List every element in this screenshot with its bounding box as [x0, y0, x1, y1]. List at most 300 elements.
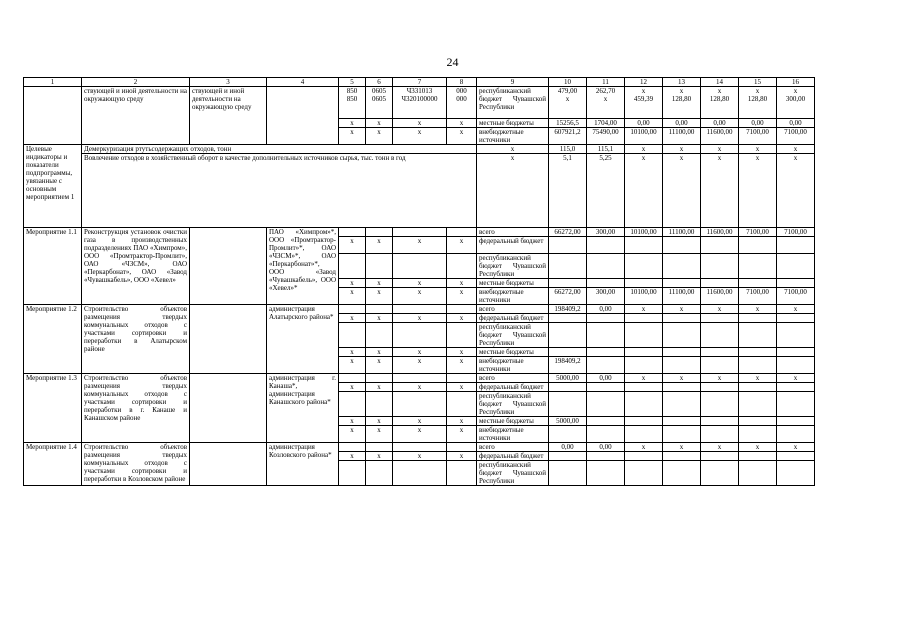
- budget-code-cell: x: [393, 348, 447, 357]
- participant: администрация Козловского района*: [267, 443, 339, 486]
- budget-code-cell: 000 000: [447, 87, 477, 119]
- budget-code-cell: x: [366, 417, 393, 426]
- amount-cell: 0,00: [587, 374, 625, 383]
- amount-cell: 11600,00: [701, 288, 739, 305]
- table-row: [24, 305, 815, 314]
- amount-cell: 5000,00: [549, 417, 587, 426]
- activity-label: Мероприятие 1.3: [24, 374, 82, 443]
- funding-source: республиканский бюджет Чувашской Республики: [477, 254, 549, 279]
- budget-code-cell: x: [366, 237, 393, 254]
- budget-code-cell: x: [339, 119, 366, 128]
- amount-cell: [739, 254, 777, 279]
- funding-source: внебюджетные источники: [477, 426, 549, 443]
- indicator-row: [24, 154, 815, 228]
- amount-cell: 10100,00: [625, 128, 663, 145]
- indicator-name: Демеркуризация ртутьсодержащих отходов, тонн: [82, 145, 477, 154]
- amount-cell: 11100,00: [663, 288, 701, 305]
- amount-cell: [625, 392, 663, 417]
- participant: администрация Алатырского района*: [267, 305, 339, 374]
- indicator-row: [24, 145, 815, 154]
- column-number: 15: [739, 78, 777, 87]
- budget-code-cell: [339, 228, 366, 237]
- budget-code-cell: x: [393, 357, 447, 374]
- table-row: [24, 374, 815, 383]
- budget-code-cell: [366, 254, 393, 279]
- amount-cell: [663, 426, 701, 443]
- budget-code-cell: [339, 323, 366, 348]
- budget-code-cell: x: [393, 417, 447, 426]
- table-row: [24, 87, 815, 119]
- responsible-executor: [190, 305, 267, 374]
- budget-code-cell: [393, 228, 447, 237]
- amount-cell: [587, 348, 625, 357]
- column-number: 10: [549, 78, 587, 87]
- amount-cell: [739, 426, 777, 443]
- indicator-value: x: [625, 145, 663, 154]
- indicator-value: x: [777, 154, 815, 228]
- amount-cell: x: [739, 443, 777, 452]
- budget-code-cell: [366, 323, 393, 348]
- amount-cell: 0,00: [739, 119, 777, 128]
- responsible-executor: [190, 443, 267, 486]
- activity-description: Строительство объектов размещения твердых коммунальных отходов с участками сортировки и переработки в г. Канаше и Канашском районе: [82, 374, 190, 443]
- budget-code-cell: x: [447, 426, 477, 443]
- column-number: 14: [701, 78, 739, 87]
- budget-code-cell: x: [447, 383, 477, 392]
- table-row: [24, 443, 815, 452]
- amount-cell: x: [663, 305, 701, 314]
- indicator-value: x: [663, 154, 701, 228]
- amount-cell: [701, 237, 739, 254]
- amount-cell: [625, 323, 663, 348]
- amount-cell: [777, 314, 815, 323]
- budget-code-cell: x: [447, 314, 477, 323]
- funding-source: местные бюджеты: [477, 417, 549, 426]
- column-number: 12: [625, 78, 663, 87]
- column-number: 9: [477, 78, 549, 87]
- budget-code-cell: x: [447, 288, 477, 305]
- amount-cell: x: [701, 443, 739, 452]
- amount-cell: [777, 348, 815, 357]
- column-number: 6: [366, 78, 393, 87]
- page-number: 24: [446, 55, 459, 69]
- budget-code-cell: x: [393, 426, 447, 443]
- table-row: [24, 228, 815, 237]
- amount-cell: 0,00: [625, 119, 663, 128]
- budget-code-cell: x: [366, 348, 393, 357]
- funding-source: внебюджетные источники: [477, 357, 549, 374]
- participant: администрация г. Канаша*, администрация Канашского района*: [267, 374, 339, 443]
- budget-code-cell: [393, 461, 447, 486]
- amount-cell: 5000,00: [549, 374, 587, 383]
- funding-source: федеральный бюджет: [477, 237, 549, 254]
- funding-source: республиканский бюджет Чувашской Республики: [477, 392, 549, 417]
- amount-cell: 11600,00: [701, 228, 739, 237]
- column-number: 2: [82, 78, 190, 87]
- amount-cell: [625, 237, 663, 254]
- funding-source: федеральный бюджет: [477, 452, 549, 461]
- amount-cell: [549, 383, 587, 392]
- activity-label: Мероприятие 1.1: [24, 228, 82, 305]
- amount-cell: [701, 383, 739, 392]
- indicator-value: 5,1: [549, 154, 587, 228]
- budget-code-cell: [339, 305, 366, 314]
- budget-code-cell: [393, 323, 447, 348]
- activity-label: [24, 87, 82, 145]
- amount-cell: [625, 452, 663, 461]
- amount-cell: [663, 357, 701, 374]
- funding-source: республиканский бюджет Чувашской Республики: [477, 87, 549, 119]
- funding-source: местные бюджеты: [477, 279, 549, 288]
- budget-code-cell: x: [447, 237, 477, 254]
- budget-code-cell: x: [339, 383, 366, 392]
- budget-code-cell: [366, 392, 393, 417]
- budget-code-cell: [393, 374, 447, 383]
- responsible-executor: [190, 228, 267, 305]
- responsible-executor: ствующей и иной деятельности на окружающую среду: [190, 87, 267, 145]
- amount-cell: 66272,00: [549, 228, 587, 237]
- amount-cell: x: [663, 374, 701, 383]
- budget-code-cell: [447, 443, 477, 452]
- amount-cell: [701, 461, 739, 486]
- amount-cell: [739, 348, 777, 357]
- budget-code-cell: [366, 374, 393, 383]
- budget-code-cell: [366, 443, 393, 452]
- budget-code-cell: [339, 443, 366, 452]
- amount-cell: 1704,00: [587, 119, 625, 128]
- amount-cell: x: [625, 443, 663, 452]
- amount-cell: [549, 237, 587, 254]
- budget-code-cell: x: [366, 288, 393, 305]
- amount-cell: x 128,80: [701, 87, 739, 119]
- budget-code-cell: x: [339, 314, 366, 323]
- column-number: 16: [777, 78, 815, 87]
- amount-cell: [549, 348, 587, 357]
- amount-cell: [625, 461, 663, 486]
- amount-cell: 0,00: [777, 119, 815, 128]
- indicator-cell: x: [477, 154, 549, 228]
- activity-label: Мероприятие 1.2: [24, 305, 82, 374]
- amount-cell: [587, 314, 625, 323]
- amount-cell: 607921,2: [549, 128, 587, 145]
- budget-code-cell: x: [339, 128, 366, 145]
- amount-cell: [663, 392, 701, 417]
- amount-cell: [663, 323, 701, 348]
- budget-code-cell: x: [339, 288, 366, 305]
- budget-code-cell: x: [393, 452, 447, 461]
- budget-code-cell: [339, 254, 366, 279]
- amount-cell: x: [777, 374, 815, 383]
- amount-cell: x 300,00: [777, 87, 815, 119]
- amount-cell: [587, 461, 625, 486]
- amount-cell: [587, 383, 625, 392]
- budget-code-cell: x: [447, 128, 477, 145]
- indicator-value: 115,0: [549, 145, 587, 154]
- amount-cell: 0,00: [549, 443, 587, 452]
- amount-cell: [587, 392, 625, 417]
- budget-code-cell: x: [447, 348, 477, 357]
- amount-cell: [739, 279, 777, 288]
- amount-cell: x: [777, 443, 815, 452]
- funding-source: местные бюджеты: [477, 119, 549, 128]
- budget-code-cell: x: [339, 357, 366, 374]
- activity-label: Мероприятие 1.4: [24, 443, 82, 486]
- amount-cell: [739, 392, 777, 417]
- amount-cell: 7100,00: [739, 128, 777, 145]
- budget-code-cell: x: [393, 314, 447, 323]
- amount-cell: x: [625, 374, 663, 383]
- amount-cell: x: [739, 374, 777, 383]
- budget-code-cell: x: [366, 314, 393, 323]
- budget-code-cell: x: [366, 119, 393, 128]
- amount-cell: [701, 279, 739, 288]
- amount-cell: 7100,00: [777, 128, 815, 145]
- indicator-value: x: [777, 145, 815, 154]
- budget-code-cell: [447, 323, 477, 348]
- budget-code-cell: x: [366, 279, 393, 288]
- amount-cell: [777, 237, 815, 254]
- column-number-row: [24, 78, 815, 87]
- responsible-executor: [190, 374, 267, 443]
- amount-cell: [739, 357, 777, 374]
- amount-cell: [587, 254, 625, 279]
- amount-cell: x: [701, 305, 739, 314]
- amount-cell: 10100,00: [625, 288, 663, 305]
- amount-cell: [549, 461, 587, 486]
- amount-cell: [549, 279, 587, 288]
- budget-code-cell: x: [447, 119, 477, 128]
- amount-cell: [625, 348, 663, 357]
- budget-code-cell: x: [366, 357, 393, 374]
- budget-code-cell: x: [339, 348, 366, 357]
- amount-cell: [663, 254, 701, 279]
- amount-cell: [625, 426, 663, 443]
- budget-code-cell: [366, 228, 393, 237]
- budget-code-cell: x: [447, 417, 477, 426]
- amount-cell: 11600,00: [701, 128, 739, 145]
- indicator-value: x: [739, 145, 777, 154]
- amount-cell: [739, 452, 777, 461]
- amount-cell: [701, 426, 739, 443]
- amount-cell: x: [739, 305, 777, 314]
- amount-cell: [701, 417, 739, 426]
- budget-code-cell: [447, 461, 477, 486]
- budget-code-cell: x: [339, 279, 366, 288]
- budget-code-cell: 0605 0605: [366, 87, 393, 119]
- amount-cell: x 459,39: [625, 87, 663, 119]
- funding-source: республиканский бюджет Чувашской Республики: [477, 323, 549, 348]
- budget-code-cell: [447, 254, 477, 279]
- amount-cell: [701, 323, 739, 348]
- column-number: 8: [447, 78, 477, 87]
- indicator-value: 5,25: [587, 154, 625, 228]
- activity-description: Реконструкция установок очистки газа в производственных подразделениях ПАО «Химпром», ООО «Промтрактор-Промлит», ОАО «ЧЗСМ», ОАО «Перкарбонат», ОАО «Завод «Чувашкабель», ООО «Хевел»: [82, 228, 190, 305]
- amount-cell: [663, 461, 701, 486]
- amount-cell: 262,70 x: [587, 87, 625, 119]
- budget-code-cell: x: [393, 119, 447, 128]
- amount-cell: 15256,5: [549, 119, 587, 128]
- column-number: 5: [339, 78, 366, 87]
- amount-cell: [549, 254, 587, 279]
- amount-cell: 66272,00: [549, 288, 587, 305]
- column-number: 1: [24, 78, 82, 87]
- amount-cell: 479,00 x: [549, 87, 587, 119]
- amount-cell: [587, 237, 625, 254]
- budget-code-cell: x: [366, 426, 393, 443]
- amount-cell: [701, 392, 739, 417]
- budget-code-cell: x: [447, 357, 477, 374]
- amount-cell: 75490,00: [587, 128, 625, 145]
- amount-cell: [549, 323, 587, 348]
- activity-description: Строительство объектов размещения твердых коммунальных отходов с участками сортировки и переработки в Алатырском районе: [82, 305, 190, 374]
- amount-cell: [663, 237, 701, 254]
- budget-code-cell: [393, 254, 447, 279]
- budget-code-cell: x: [366, 128, 393, 145]
- amount-cell: [777, 279, 815, 288]
- budget-code-cell: x: [447, 452, 477, 461]
- amount-cell: [587, 357, 625, 374]
- budget-code-cell: x: [339, 417, 366, 426]
- budget-code-cell: x: [447, 279, 477, 288]
- funding-source: всего: [477, 228, 549, 237]
- indicator-value: x: [701, 154, 739, 228]
- amount-cell: [739, 383, 777, 392]
- column-number: 3: [190, 78, 267, 87]
- amount-cell: [739, 417, 777, 426]
- amount-cell: [777, 461, 815, 486]
- amount-cell: [739, 323, 777, 348]
- column-number: 7: [393, 78, 447, 87]
- amount-cell: [701, 254, 739, 279]
- amount-cell: 7100,00: [739, 288, 777, 305]
- indicator-value: 115,1: [587, 145, 625, 154]
- amount-cell: x 128,80: [663, 87, 701, 119]
- amount-cell: [777, 452, 815, 461]
- budget-code-cell: x: [339, 237, 366, 254]
- funding-source: республиканский бюджет Чувашской Республики: [477, 461, 549, 486]
- amount-cell: [549, 314, 587, 323]
- funding-source: местные бюджеты: [477, 348, 549, 357]
- budget-code-cell: [447, 392, 477, 417]
- indicator-cell: x: [477, 145, 549, 154]
- amount-cell: x: [777, 305, 815, 314]
- budget-code-cell: x: [393, 237, 447, 254]
- amount-cell: [701, 357, 739, 374]
- amount-cell: [739, 237, 777, 254]
- amount-cell: [549, 452, 587, 461]
- indicator-value: x: [625, 154, 663, 228]
- indicators-label: Целевые индикаторы и показатели подпрограммы, увязанные с основным мероприятием 1: [24, 145, 82, 228]
- amount-cell: [587, 323, 625, 348]
- amount-cell: x: [625, 305, 663, 314]
- budget-code-cell: x: [393, 288, 447, 305]
- amount-cell: 7100,00: [739, 228, 777, 237]
- amount-cell: [663, 314, 701, 323]
- amount-cell: [625, 279, 663, 288]
- amount-cell: [663, 279, 701, 288]
- funding-source: федеральный бюджет: [477, 314, 549, 323]
- activity-description: ствующей и иной деятельности на окружающую среду: [82, 87, 190, 145]
- funding-source: всего: [477, 443, 549, 452]
- amount-cell: [663, 452, 701, 461]
- amount-cell: 0,00: [701, 119, 739, 128]
- funding-source: всего: [477, 374, 549, 383]
- amount-cell: 11100,00: [663, 128, 701, 145]
- indicator-name: Вовлечение отходов в хозяйственный оборот в качестве дополнительных источников сырья, тыс. тонн в год: [82, 154, 477, 228]
- budget-table: [23, 77, 815, 486]
- budget-code-cell: [447, 374, 477, 383]
- budget-code-cell: x: [366, 452, 393, 461]
- budget-code-cell: x: [339, 452, 366, 461]
- amount-cell: [625, 314, 663, 323]
- indicator-value: x: [739, 154, 777, 228]
- amount-cell: [625, 357, 663, 374]
- amount-cell: [701, 452, 739, 461]
- amount-cell: [777, 254, 815, 279]
- amount-cell: [587, 279, 625, 288]
- amount-cell: [625, 383, 663, 392]
- budget-code-cell: x: [339, 426, 366, 443]
- amount-cell: 11100,00: [663, 228, 701, 237]
- amount-cell: [587, 426, 625, 443]
- indicator-value: x: [663, 145, 701, 154]
- column-number: 11: [587, 78, 625, 87]
- budget-code-cell: [339, 461, 366, 486]
- funding-source: внебюджетные источники: [477, 128, 549, 145]
- budget-code-cell: [366, 305, 393, 314]
- budget-code-cell: x: [393, 128, 447, 145]
- amount-cell: x: [701, 374, 739, 383]
- funding-source: федеральный бюджет: [477, 383, 549, 392]
- budget-code-cell: Ч331013 Ч320100000: [393, 87, 447, 119]
- budget-code-cell: [393, 392, 447, 417]
- budget-code-cell: [339, 392, 366, 417]
- amount-cell: 300,00: [587, 288, 625, 305]
- amount-cell: x 128,80: [739, 87, 777, 119]
- amount-cell: [739, 314, 777, 323]
- activity-description: Строительство объектов размещения твердых коммунальных отходов с участками сортировки и переработки в Козловском районе: [82, 443, 190, 486]
- amount-cell: [587, 417, 625, 426]
- amount-cell: [663, 417, 701, 426]
- amount-cell: [625, 254, 663, 279]
- column-number: 4: [267, 78, 339, 87]
- budget-code-cell: x: [366, 383, 393, 392]
- amount-cell: [625, 417, 663, 426]
- amount-cell: 300,00: [587, 228, 625, 237]
- participant: ПАО «Химпром»*, ООО «Промтрактор-Промлит»*, ОАО «ЧЗСМ»*, ОАО «Перкарбонат»*, ООО «Завод «Чувашкабель», ООО «Хевел»*: [267, 228, 339, 305]
- amount-cell: [777, 426, 815, 443]
- amount-cell: [777, 392, 815, 417]
- amount-cell: [587, 452, 625, 461]
- column-number: 13: [663, 78, 701, 87]
- amount-cell: 198409,2: [549, 305, 587, 314]
- budget-code-cell: [447, 228, 477, 237]
- amount-cell: 198409,2: [549, 357, 587, 374]
- amount-cell: 0,00: [663, 119, 701, 128]
- funding-source: внебюджетные источники: [477, 288, 549, 305]
- amount-cell: x: [663, 443, 701, 452]
- indicator-value: x: [701, 145, 739, 154]
- participant: [267, 87, 339, 145]
- amount-cell: 0,00: [587, 443, 625, 452]
- budget-code-cell: [366, 461, 393, 486]
- amount-cell: 10100,00: [625, 228, 663, 237]
- amount-cell: 7100,00: [777, 228, 815, 237]
- budget-code-cell: [339, 374, 366, 383]
- amount-cell: 0,00: [587, 305, 625, 314]
- amount-cell: [739, 461, 777, 486]
- amount-cell: [777, 417, 815, 426]
